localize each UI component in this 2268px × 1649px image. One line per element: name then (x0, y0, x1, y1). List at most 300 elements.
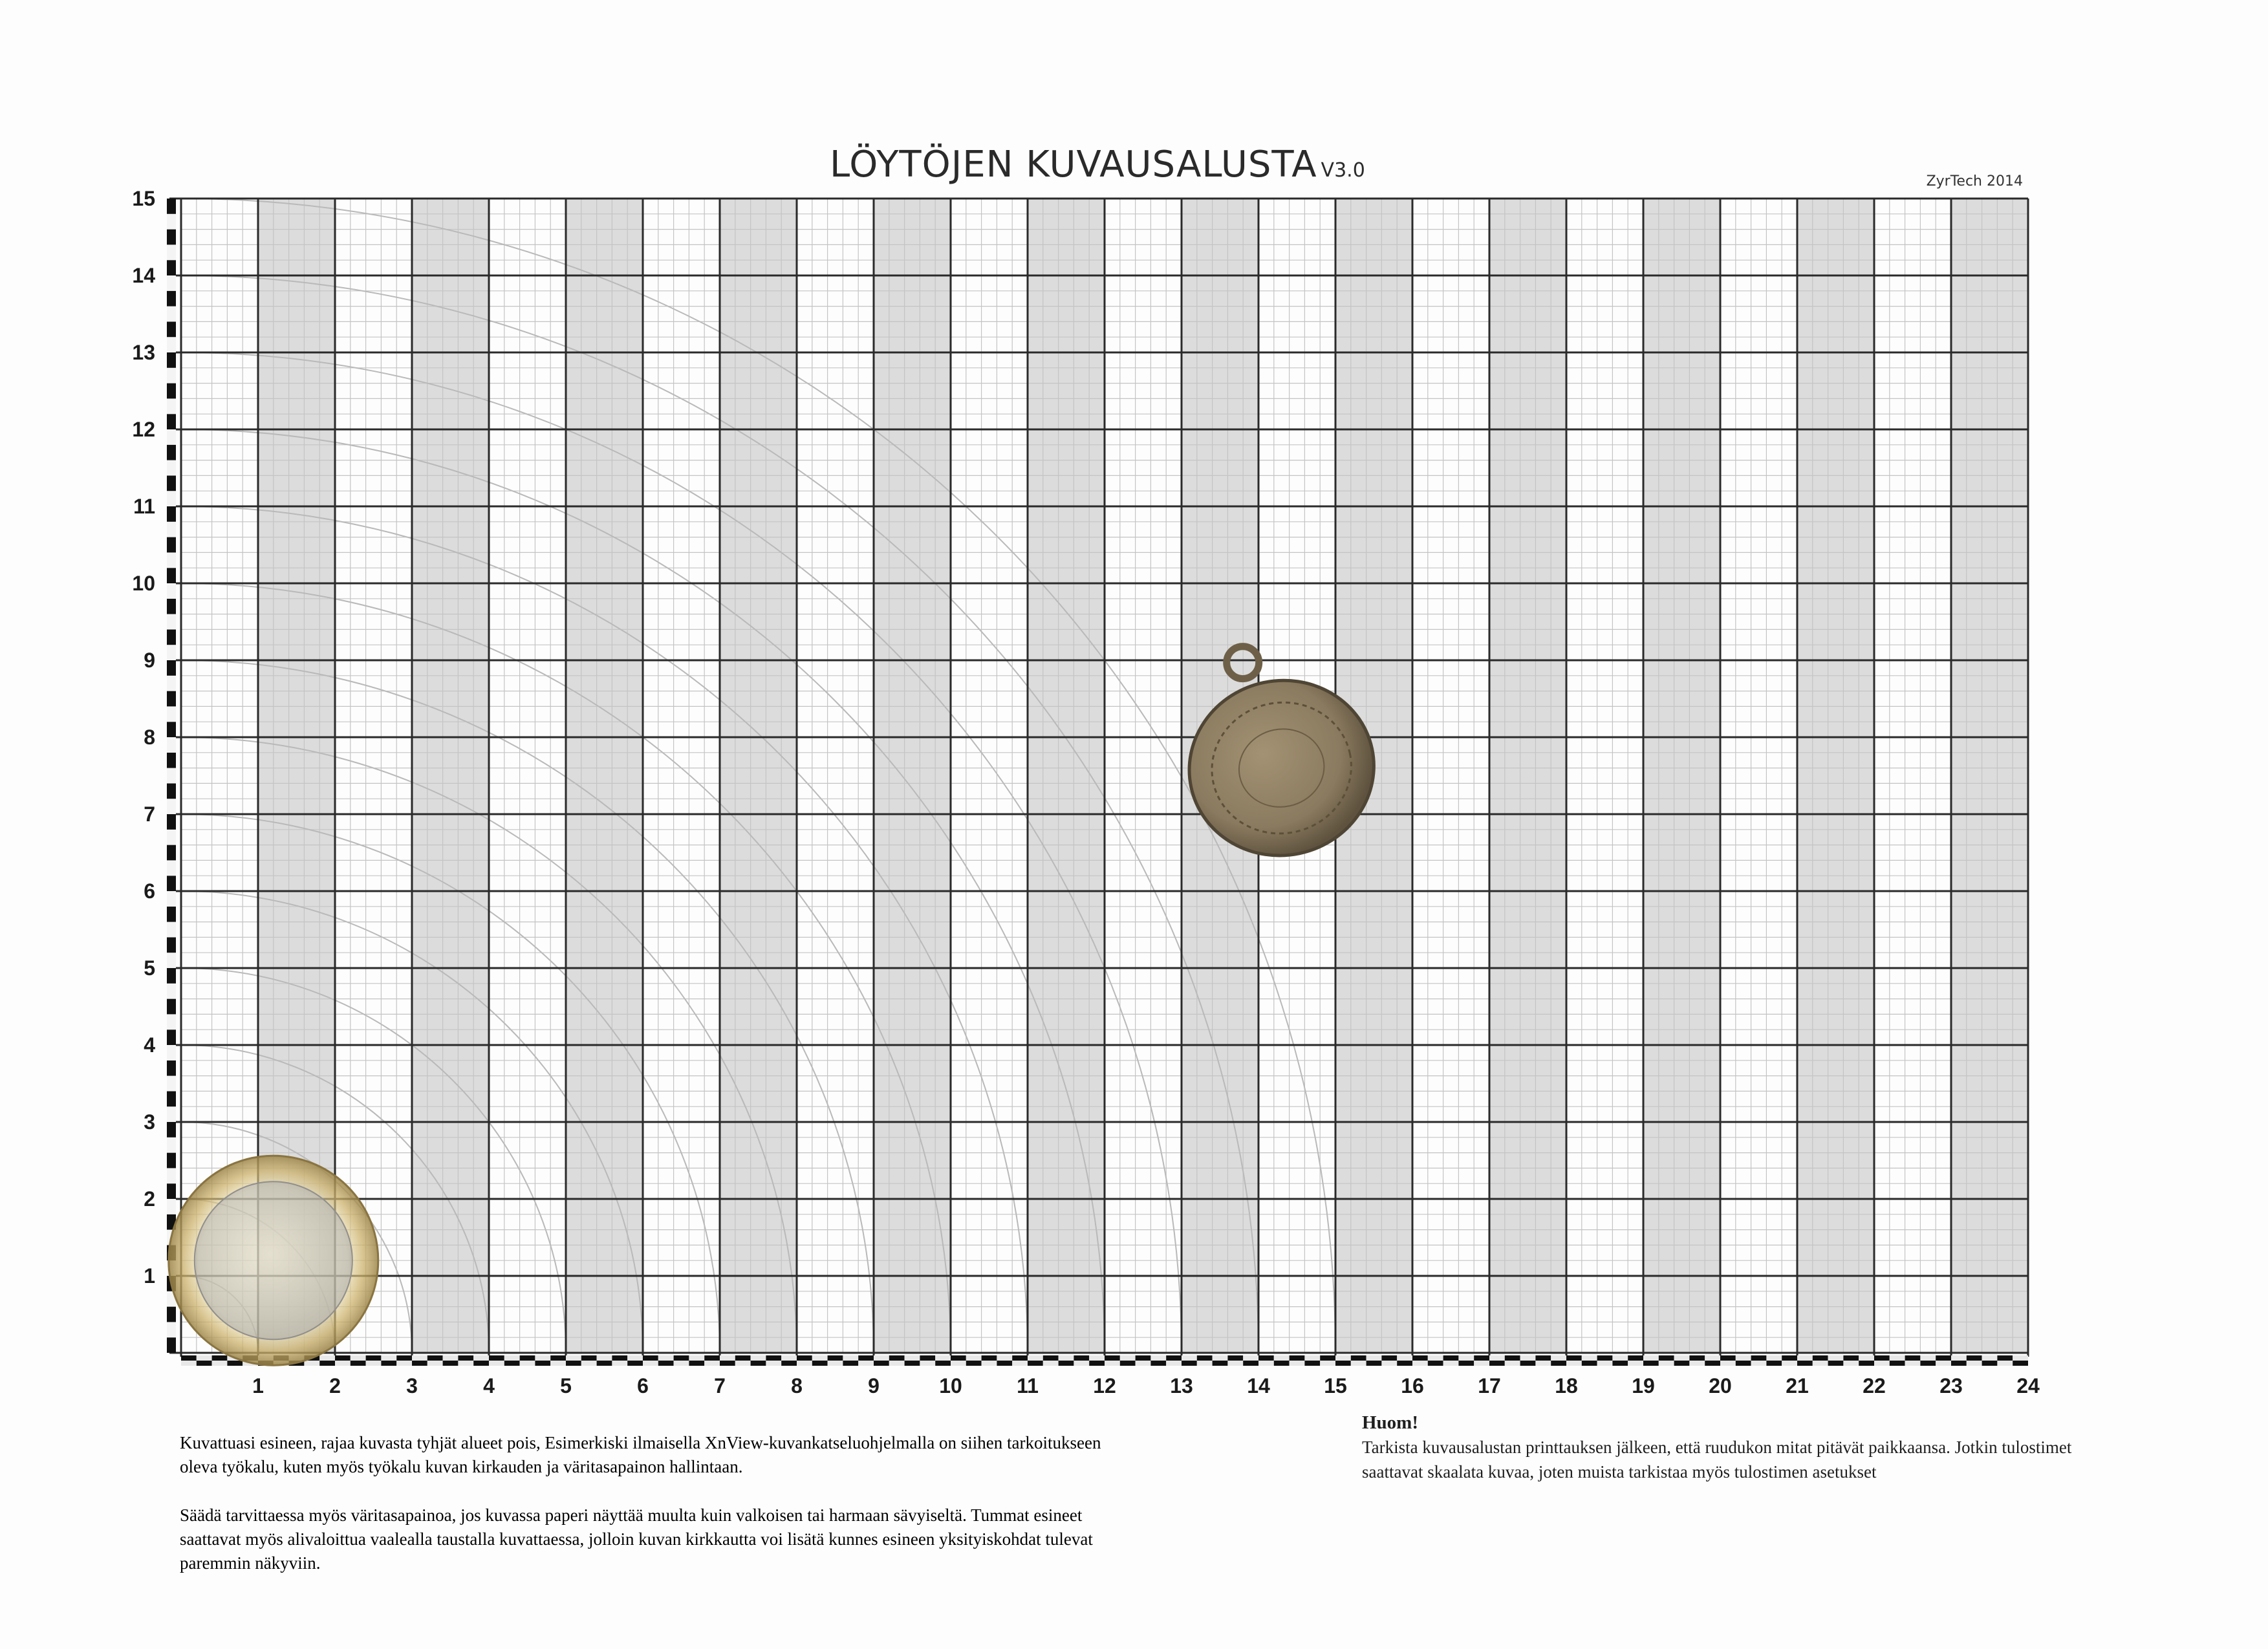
ruler-segment (396, 1355, 412, 1361)
shaded-column (1489, 199, 1566, 1353)
ruler-segment (181, 1355, 197, 1361)
ruler-segment (1967, 1355, 1982, 1361)
ruler-segment (167, 1014, 176, 1029)
ruler-segment (1551, 1361, 1566, 1366)
x-axis-label: 12 (1093, 1374, 1116, 1397)
ruler-segment (858, 1361, 874, 1366)
ruler-segment (566, 1355, 581, 1361)
ruler-segment (1674, 1361, 1690, 1366)
ruler-segment (319, 1355, 335, 1361)
ruler-segment (381, 1355, 396, 1361)
ruler-segment (889, 1355, 905, 1361)
ruler-segment (704, 1355, 720, 1361)
ruler-segment (1535, 1355, 1551, 1361)
ruler-segment (167, 1106, 176, 1122)
ruler-segment (550, 1361, 566, 1366)
y-axis-label: 6 (144, 879, 155, 903)
x-axis-label: 22 (1863, 1374, 1886, 1397)
ruler-segment (1643, 1355, 1659, 1361)
ruler-segment (735, 1355, 751, 1361)
ruler-segment (1843, 1361, 1859, 1366)
y-axis-label: 8 (144, 726, 155, 749)
ruler-segment (1197, 1361, 1213, 1366)
ruler-segment (167, 891, 176, 907)
ruler-segment (1120, 1355, 1136, 1361)
ruler-segment (167, 230, 176, 245)
ruler-segment (1951, 1355, 1967, 1361)
ruler-segment (1381, 1361, 1397, 1366)
ruler-segment (1659, 1355, 1674, 1361)
ruler-segment (781, 1355, 797, 1361)
ruler-segment (1705, 1355, 1720, 1361)
ruler-segment (781, 1361, 797, 1366)
ruler-segment (1366, 1361, 1382, 1366)
ruler-segment (1043, 1361, 1059, 1366)
ruler-segment (1012, 1355, 1028, 1361)
y-axis-label: 7 (144, 803, 155, 826)
shaded-column (720, 199, 797, 1353)
y-axis-label: 14 (132, 264, 155, 287)
ruler-segment (443, 1361, 459, 1366)
ruler-segment (167, 814, 176, 830)
ruler-segment (1782, 1361, 1797, 1366)
ruler-segment (167, 429, 176, 445)
ruler-segment (1597, 1355, 1613, 1361)
ruler-segment (1227, 1361, 1243, 1366)
ruler-segment (1089, 1361, 1105, 1366)
ruler-segment (167, 398, 176, 414)
ruler-segment (167, 937, 176, 953)
ruler-segment (535, 1361, 550, 1366)
ruler-segment (735, 1361, 751, 1366)
ruler-segment (1120, 1361, 1136, 1366)
ruler-segment (920, 1361, 935, 1366)
ruler-segment (982, 1355, 997, 1361)
x-axis-label: 1 (252, 1374, 264, 1397)
ruler-segment (812, 1361, 828, 1366)
ruler-segment (997, 1355, 1012, 1361)
ruler-segment (167, 460, 176, 476)
ruler-segment (1643, 1361, 1659, 1366)
ruler-segment (751, 1355, 766, 1361)
ruler-segment (1705, 1361, 1720, 1366)
ruler-segment (843, 1355, 858, 1361)
ruler-segment (1458, 1355, 1474, 1361)
ruler-segment (905, 1355, 920, 1361)
ruler-segment (1074, 1355, 1089, 1361)
ruler-segment (167, 845, 176, 861)
ruler-segment (1428, 1355, 1443, 1361)
shaded-column (566, 199, 643, 1353)
ruler-segment (1874, 1355, 1890, 1361)
ruler-segment (843, 1361, 858, 1366)
ruler-segment (1335, 1355, 1351, 1361)
ruler-segment (167, 799, 176, 814)
ruler-segment (1736, 1355, 1751, 1361)
x-axis-label: 24 (2016, 1374, 2040, 1397)
ruler-segment (1397, 1361, 1412, 1366)
instructions-paragraph-2: Säädä tarvittaessa myös väritasapainoa, jos kuvassa paperi näyttää muulta kuin valkoisen tai harmaan sävyiseltä. Tummat esineet saattavat myös alivaloittua vaalealla taustalla kuvattaessa, jolloin kuvan kirkkautta voi lisätä kunnes esineen yksityiskohdat tulevat paremmin näkyviin. (180, 1505, 1093, 1573)
instructions-paragraph-1: Kuvattuasi esineen, rajaa kuvasta tyhjät alueet pois, Esimerkiski ilmaisella XnView-kuvankatseluohjelmalla on siihen tarkoitukseen oleva työkalu, kuten myös työkalu kuvan kirkauden ja väritasapainon hallintaan. (180, 1433, 1101, 1476)
ruler-segment (1443, 1361, 1459, 1366)
ruler-segment (1612, 1361, 1628, 1366)
ruler-segment (197, 1355, 212, 1361)
ruler-segment (167, 783, 176, 799)
ruler-segment (167, 307, 176, 322)
ruler-segment (167, 753, 176, 768)
ruler-segment (1474, 1361, 1489, 1366)
ruler-segment (227, 1361, 243, 1366)
ruler-segment (167, 491, 176, 506)
ruler-segment (304, 1361, 319, 1366)
x-axis-label: 4 (483, 1374, 495, 1397)
ruler-segment (1736, 1361, 1751, 1366)
ruler-segment (704, 1361, 720, 1366)
ruler-segment (167, 244, 176, 260)
x-axis-label: 11 (1017, 1374, 1039, 1397)
ruler-segment (1227, 1355, 1243, 1361)
ruler-segment (905, 1361, 920, 1366)
ruler-segment (627, 1355, 643, 1361)
ruler-segment (1797, 1355, 1813, 1361)
ruler-segment (658, 1361, 674, 1366)
ruler-segment (1674, 1355, 1690, 1361)
ruler-segment (1813, 1355, 1828, 1361)
ruler-segment (412, 1361, 427, 1366)
ruler-segment (612, 1355, 627, 1361)
ruler-segment (1920, 1355, 1936, 1361)
shaded-column (874, 199, 951, 1353)
y-axis-label: 11 (133, 495, 155, 518)
ruler-segment (167, 291, 176, 307)
ruler-segment (1612, 1355, 1628, 1361)
ruler-segment (1566, 1361, 1582, 1366)
x-axis-label: 7 (714, 1374, 726, 1397)
ruler-segment (1320, 1355, 1335, 1361)
ruler-segment (1782, 1355, 1797, 1361)
x-axis-label: 13 (1170, 1374, 1193, 1397)
ruler-segment (812, 1355, 828, 1361)
ruler-segment (1859, 1361, 1874, 1366)
shaded-bands (258, 199, 2028, 1353)
ruler-segment (167, 860, 176, 876)
ruler-segment (443, 1355, 459, 1361)
ruler-segment (1059, 1355, 1074, 1361)
ruler-segment (1012, 1361, 1028, 1366)
ruler-segment (167, 506, 176, 522)
ruler-segment (167, 968, 176, 984)
ruler-segment (828, 1361, 843, 1366)
ruler-segment (2013, 1355, 2028, 1361)
ruler-segment (581, 1361, 597, 1366)
ruler-segment (1074, 1361, 1089, 1366)
ruler-segment (1797, 1361, 1813, 1366)
ruler-segment (1997, 1361, 2013, 1366)
ruler-segment (167, 599, 176, 614)
y-axis-label: 9 (144, 649, 155, 672)
ruler-segment (766, 1355, 781, 1361)
ruler-segment (167, 660, 176, 676)
ruler-segment (427, 1355, 443, 1361)
ruler-segment (473, 1361, 489, 1366)
ruler-segment (1274, 1361, 1290, 1366)
ruler-segment (167, 1061, 176, 1076)
ruler-segment (689, 1361, 704, 1366)
ruler-segment (550, 1355, 566, 1361)
ruler-segment (951, 1361, 966, 1366)
ruler-segment (1028, 1361, 1043, 1366)
ruler-segment (689, 1355, 704, 1361)
ruler-segment (874, 1361, 889, 1366)
ruler-segment (1628, 1355, 1643, 1361)
ruler-segment (351, 1355, 366, 1361)
ruler-segment (1828, 1355, 1844, 1361)
ruler-segment (1859, 1355, 1874, 1361)
y-axis-label: 10 (132, 572, 155, 595)
ruler-segment (1290, 1361, 1305, 1366)
title-text: LÖYTÖJEN KUVAUSALUSTA (830, 144, 1317, 186)
ruler-segment (381, 1361, 396, 1366)
ruler-segment (167, 1168, 176, 1183)
ruler-segment (167, 1137, 176, 1153)
ruler-segment (889, 1361, 905, 1366)
ruler-segment (167, 1183, 176, 1199)
ruler-segment (366, 1361, 382, 1366)
ruler-segment (797, 1361, 812, 1366)
ruler-segment (1751, 1355, 1767, 1361)
y-axis-label: 1 (144, 1264, 155, 1288)
ruler-segment (167, 275, 176, 291)
y-axis-label: 13 (132, 341, 155, 364)
ruler-segment (167, 321, 176, 337)
ruler-segment (1412, 1355, 1428, 1361)
ruler-segment (828, 1355, 843, 1361)
ruler-segment (504, 1355, 520, 1361)
y-axis-label: 15 (132, 187, 155, 210)
ruler-segment (1381, 1355, 1397, 1361)
ruler-segment (1089, 1355, 1105, 1361)
ruler-segment (427, 1361, 443, 1366)
ruler-segment (489, 1355, 504, 1361)
ruler-segment (1028, 1355, 1043, 1361)
ruler-segment (167, 629, 176, 645)
ruler-segment (1458, 1361, 1474, 1366)
ruler-segment (489, 1361, 504, 1366)
ruler-segment (1689, 1355, 1705, 1361)
ruler-segment (473, 1355, 489, 1361)
shaded-column (1951, 199, 2028, 1353)
ruler-segment (1443, 1355, 1459, 1361)
ruler-segment (458, 1355, 473, 1361)
ruler-segment (1890, 1361, 1905, 1366)
x-axis-label: 5 (560, 1374, 572, 1397)
ruler-segment (366, 1355, 382, 1361)
x-axis-label: 17 (1478, 1374, 1501, 1397)
ruler-segment (1351, 1355, 1366, 1361)
ruler-segment (1335, 1361, 1351, 1366)
x-axis-label: 16 (1401, 1374, 1424, 1397)
ruler-segment (581, 1355, 597, 1361)
ruler-segment (1182, 1355, 1197, 1361)
ruler-segment (167, 522, 176, 537)
ruler-segment (874, 1355, 889, 1361)
x-axis-label: 23 (1939, 1374, 1963, 1397)
ruler-segment (167, 337, 176, 352)
ruler-segment (643, 1361, 658, 1366)
ruler-segment (167, 1322, 176, 1337)
x-axis-label: 20 (1709, 1374, 1732, 1397)
ruler-segment (167, 953, 176, 968)
ruler-segment (1535, 1361, 1551, 1366)
ruler-segment (335, 1355, 351, 1361)
ruler-segment (597, 1361, 612, 1366)
ruler-segment (319, 1361, 335, 1366)
ruler-segment (1951, 1361, 1967, 1366)
ruler-segment (458, 1361, 473, 1366)
ruler-segment (966, 1355, 982, 1361)
ruler-segment (1890, 1355, 1905, 1361)
instructions (180, 1431, 1118, 1600)
ruler-segment (597, 1355, 612, 1361)
ruler-segment (1136, 1355, 1151, 1361)
ruler-segment (1982, 1361, 1998, 1366)
ruler-segment (1150, 1355, 1166, 1361)
ruler-segment (935, 1355, 951, 1361)
ruler-segment (1366, 1355, 1382, 1361)
ruler-segment (1597, 1361, 1613, 1366)
x-axis-label: 6 (637, 1374, 649, 1397)
ruler-segment (1474, 1355, 1489, 1361)
ruler-segment (643, 1355, 658, 1361)
ruler-segment (1566, 1355, 1582, 1361)
ruler-segment (167, 537, 176, 553)
ruler-segment (167, 876, 176, 891)
ruler-segment (1258, 1355, 1274, 1361)
ruler-segment (2013, 1361, 2028, 1366)
ruler-segment (951, 1355, 966, 1361)
ruler-segment (1828, 1361, 1844, 1366)
x-axis-label: 8 (791, 1374, 803, 1397)
ruler-segment (674, 1355, 689, 1361)
ruler-segment (167, 475, 176, 491)
ruler-segment (167, 1076, 176, 1092)
x-axis-label: 14 (1247, 1374, 1270, 1397)
y-axis-label: 4 (144, 1033, 155, 1057)
ruler-segment (212, 1361, 228, 1366)
note-box (1362, 1410, 2093, 1484)
ruler-segment (1304, 1361, 1320, 1366)
ruler-segment (1059, 1361, 1074, 1366)
version-label: V3.0 (1321, 159, 1365, 182)
ruler-segment (627, 1361, 643, 1366)
ruler-segment (1659, 1361, 1674, 1366)
ruler-segment (982, 1361, 997, 1366)
ruler-segment (167, 414, 176, 429)
ruler-segment (1274, 1355, 1290, 1361)
ruler-segment (1766, 1355, 1782, 1361)
ruler-segment (167, 907, 176, 922)
ruler-segment (1936, 1355, 1951, 1361)
ruler-segment (1213, 1361, 1228, 1366)
ruler-segment (797, 1355, 812, 1361)
ruler-segment (1520, 1355, 1536, 1361)
ruler-segment (766, 1361, 781, 1366)
ruler-segment (167, 999, 176, 1015)
ruler-segment (1105, 1361, 1120, 1366)
shaded-column (1797, 199, 1874, 1353)
ruler-segment (167, 1337, 176, 1353)
ruler-segment (935, 1361, 951, 1366)
ruler-segment (167, 568, 176, 583)
y-axis-label: 12 (132, 418, 155, 441)
euro-coin-centre (195, 1181, 352, 1339)
ruler-segment (167, 1029, 176, 1045)
ruler-segment (1982, 1355, 1998, 1361)
ruler-segment (1720, 1355, 1736, 1361)
ruler-segment (1243, 1361, 1258, 1366)
ruler-segment (966, 1361, 982, 1366)
ruler-segment (1489, 1361, 1505, 1366)
ruler-segment (1905, 1355, 1921, 1361)
ruler-segment (1813, 1361, 1828, 1366)
ruler-segment (504, 1361, 520, 1366)
ruler-segment (167, 645, 176, 660)
ruler-segment (167, 199, 176, 214)
ruler-segment (1412, 1361, 1428, 1366)
ruler-segment (1997, 1355, 2013, 1361)
ruler-segment (167, 984, 176, 999)
ruler-segment (167, 214, 176, 230)
ruler-segment (1520, 1361, 1536, 1366)
ruler-segment (612, 1361, 627, 1366)
note-heading: Huom! (1362, 1412, 1418, 1433)
ruler-segment (1290, 1355, 1305, 1361)
ruler-segment (197, 1361, 212, 1366)
ruler-segment (212, 1355, 228, 1361)
ruler-segment (167, 1153, 176, 1169)
ruler-segment (1582, 1355, 1597, 1361)
ruler-segment (167, 260, 176, 275)
ruler-segment (1320, 1361, 1335, 1366)
ruler-segment (1182, 1361, 1197, 1366)
ruler-segment (167, 552, 176, 568)
ruler-segment (1213, 1355, 1228, 1361)
note-text: Tarkista kuvausalustan printtauksen jälkeen, että ruudukon mitat pitävät paikkaansa. Jotkin tulostimet saattavat skaalata kuvaa, joten muista tarkistaa myös tulostimen asetukset (1362, 1438, 2072, 1482)
ruler-segment (1920, 1361, 1936, 1366)
ruler-segment (1936, 1361, 1951, 1366)
ruler-segment (520, 1355, 535, 1361)
ruler-segment (1304, 1355, 1320, 1361)
ruler-segment (181, 1361, 197, 1366)
ruler-segment (167, 737, 176, 753)
ruler-segment (1150, 1361, 1166, 1366)
ruler-segment (1689, 1361, 1705, 1366)
x-axis-label: 10 (939, 1374, 962, 1397)
credit-label: ZyrTech 2014 (1926, 173, 2023, 189)
shaded-column (1028, 199, 1105, 1353)
ruler-segment (167, 383, 176, 399)
ruler-segment (535, 1355, 550, 1361)
ruler-segment (1874, 1361, 1890, 1366)
ruler-segment (1751, 1361, 1767, 1366)
ruler-segment (720, 1355, 735, 1361)
shaded-column (412, 199, 489, 1353)
ruler-segment (1766, 1361, 1782, 1366)
ruler-segment (167, 614, 176, 630)
ruler-segment (858, 1355, 874, 1361)
x-axis-label: 9 (868, 1374, 880, 1397)
ruler-segment (920, 1355, 935, 1361)
